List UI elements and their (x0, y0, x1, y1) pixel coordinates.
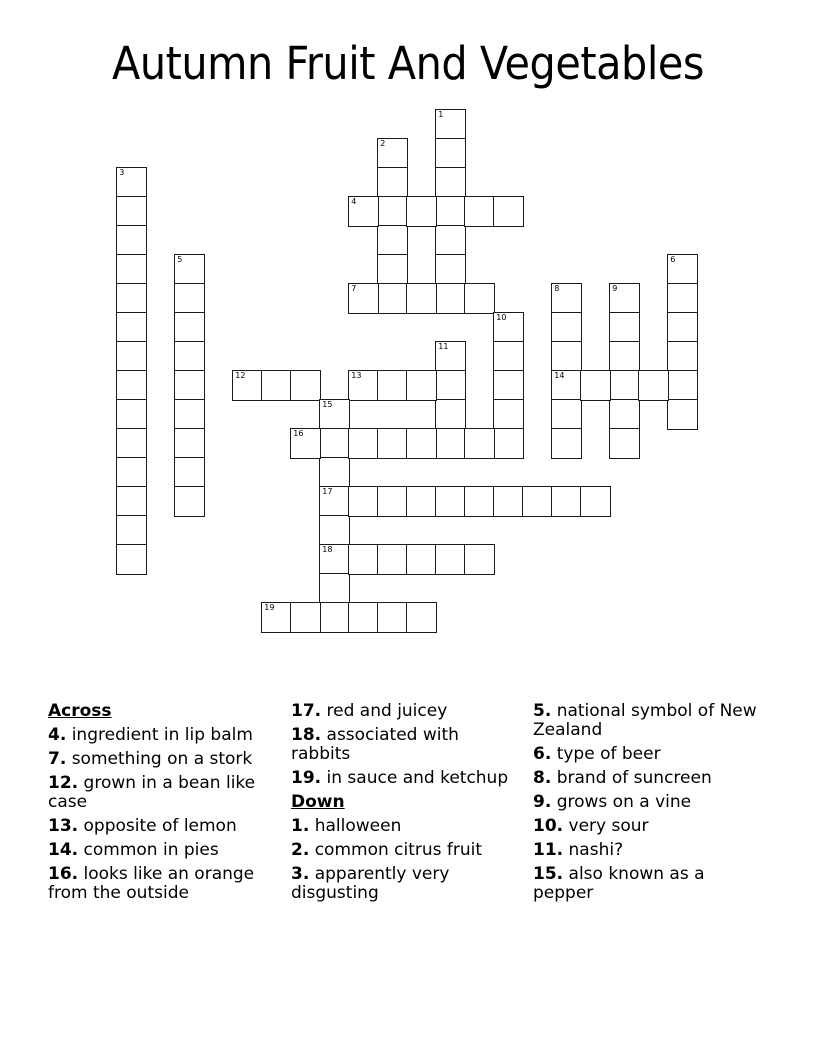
grid-cell[interactable] (493, 196, 524, 227)
clue-across-12 (48, 774, 280, 812)
grid-cell[interactable] (551, 428, 582, 459)
cell-number: 19 (264, 603, 275, 613)
clue-number: 15. (533, 864, 564, 884)
clue-down-15 (533, 865, 763, 903)
clue-number: 9. (533, 792, 552, 812)
cell-number: 3 (119, 168, 125, 178)
grid-cell[interactable] (319, 515, 350, 546)
clue-number: 10. (533, 816, 564, 836)
grid-cell[interactable] (116, 486, 147, 517)
grid-cell[interactable] (377, 602, 408, 633)
grid-cell[interactable] (116, 254, 147, 285)
cell-number: 14 (554, 371, 565, 381)
clue-across-7 (48, 750, 280, 769)
grid-cell[interactable] (435, 138, 466, 169)
clue-down-10 (533, 817, 763, 836)
grid-cell[interactable] (609, 312, 640, 343)
grid-cell[interactable] (493, 486, 524, 517)
grid-cell[interactable] (464, 428, 495, 459)
cell-number: 7 (351, 284, 357, 294)
clue-number: 13. (48, 816, 79, 836)
clue-down-1 (291, 817, 523, 836)
grid-cell[interactable] (116, 312, 147, 343)
grid-cell[interactable] (377, 486, 408, 517)
cell-number: 13 (351, 371, 362, 381)
clue-text: something on a stork (71, 749, 253, 769)
grid-cell[interactable] (377, 544, 408, 575)
grid-cell[interactable] (464, 196, 495, 227)
clue-number: 11. (533, 840, 564, 860)
grid-cell[interactable] (348, 602, 379, 633)
clue-text: nashi? (568, 840, 624, 860)
grid-cell[interactable] (174, 428, 205, 459)
grid-cell[interactable] (377, 428, 408, 459)
grid-cell[interactable] (667, 399, 698, 430)
grid-cell[interactable] (319, 573, 350, 604)
grid-cell[interactable] (667, 254, 698, 285)
grid-cell[interactable] (174, 370, 205, 401)
grid-cell[interactable] (435, 341, 466, 372)
clue-number: 7. (48, 749, 67, 769)
clue-number: 6. (533, 744, 552, 764)
clue-across-14 (48, 841, 280, 860)
clues-column-3 (533, 702, 763, 908)
cell-number: 5 (177, 255, 183, 265)
clue-down-2 (291, 841, 523, 860)
grid-cell[interactable] (435, 225, 466, 256)
cell-number: 16 (293, 429, 304, 439)
grid-cell[interactable] (406, 544, 437, 575)
page-title: Autumn Fruit And Vegetables (111, 37, 705, 90)
grid-cell[interactable] (116, 167, 147, 198)
grid-cell[interactable] (290, 428, 321, 459)
clue-across-17 (291, 702, 523, 721)
clue-down-3 (291, 865, 523, 903)
grid-cell[interactable] (116, 196, 147, 227)
grid-cell[interactable] (435, 544, 466, 575)
grid-cell[interactable] (348, 196, 379, 227)
grid-cell[interactable] (609, 428, 640, 459)
cell-number: 10 (496, 313, 507, 323)
grid-cell[interactable] (406, 283, 437, 314)
clue-number: 18. (291, 725, 322, 745)
clue-text: common citrus fruit (314, 840, 483, 860)
crossword-grid (117, 110, 698, 633)
grid-cell[interactable] (493, 312, 524, 343)
grid-cell[interactable] (464, 486, 495, 517)
cell-number: 8 (554, 284, 560, 294)
grid-cell[interactable] (580, 370, 611, 401)
cell-number: 4 (351, 197, 357, 207)
down-heading: Down (291, 792, 345, 812)
clue-number: 4. (48, 725, 67, 745)
clue-text: national symbol of New Zealand (533, 701, 757, 740)
grid-cell[interactable] (609, 283, 640, 314)
clue-number: 14. (48, 840, 79, 860)
grid-cell[interactable] (580, 486, 611, 517)
grid-cell[interactable] (551, 486, 582, 517)
grid-cell[interactable] (493, 428, 524, 459)
grid-cell[interactable] (638, 370, 669, 401)
clue-text: grown in a bean like case (48, 773, 256, 812)
clue-number: 3. (291, 864, 310, 884)
grid-cell[interactable] (232, 370, 263, 401)
cell-number: 1 (438, 110, 444, 120)
grid-cell[interactable] (406, 486, 437, 517)
clue-down-6 (533, 745, 763, 764)
grid-cell[interactable] (406, 370, 437, 401)
grid-cell[interactable] (116, 225, 147, 256)
grid-cell[interactable] (551, 283, 582, 314)
grid-cell[interactable] (435, 196, 466, 227)
grid-cell[interactable] (435, 486, 466, 517)
grid-cell[interactable] (667, 312, 698, 343)
grid-cell[interactable] (116, 428, 147, 459)
grid-cell[interactable] (319, 457, 350, 488)
clue-text: halloween (314, 816, 402, 836)
grid-cell[interactable] (406, 602, 437, 633)
grid-cell[interactable] (319, 602, 350, 633)
grid-cell[interactable] (116, 370, 147, 401)
cell-number: 18 (322, 545, 333, 555)
clue-number: 16. (48, 864, 79, 884)
clue-down-9 (533, 793, 763, 812)
grid-cell[interactable] (551, 341, 582, 372)
grid-cell[interactable] (174, 254, 205, 285)
grid-cell[interactable] (435, 283, 466, 314)
clue-across-16 (48, 865, 280, 903)
grid-cell[interactable] (261, 370, 292, 401)
clue-text: red and juicey (326, 701, 448, 721)
cell-number: 17 (322, 487, 333, 497)
cell-number: 12 (235, 371, 246, 381)
grid-cell[interactable] (435, 428, 466, 459)
grid-cell[interactable] (493, 370, 524, 401)
grid-cell[interactable] (551, 312, 582, 343)
grid-cell[interactable] (377, 370, 408, 401)
grid-cell[interactable] (377, 167, 408, 198)
grid-cell[interactable] (290, 370, 321, 401)
clue-number: 1. (291, 816, 310, 836)
clue-across-18 (291, 726, 523, 764)
grid-cell[interactable] (609, 341, 640, 372)
grid-cell[interactable] (435, 399, 466, 430)
grid-cell[interactable] (377, 196, 408, 227)
grid-cell[interactable] (174, 457, 205, 488)
clues-column-1 (48, 702, 280, 908)
grid-cell[interactable] (377, 283, 408, 314)
grid-cell[interactable] (551, 399, 582, 430)
clue-across-19 (291, 769, 523, 788)
cell-number: 11 (438, 342, 449, 352)
grid-cell[interactable] (377, 225, 408, 256)
grid-cell[interactable] (551, 370, 582, 401)
grid-cell[interactable] (319, 428, 350, 459)
grid-cell[interactable] (667, 283, 698, 314)
grid-cell[interactable] (174, 283, 205, 314)
clue-number: 2. (291, 840, 310, 860)
grid-cell[interactable] (116, 457, 147, 488)
grid-cell[interactable] (174, 312, 205, 343)
clue-across-4 (48, 726, 280, 745)
grid-cell[interactable] (464, 544, 495, 575)
clue-text: ingredient in lip balm (71, 725, 253, 745)
grid-cell[interactable] (174, 399, 205, 430)
grid-cell[interactable] (116, 341, 147, 372)
clue-text: grows on a vine (556, 792, 692, 812)
clue-number: 19. (291, 768, 322, 788)
cell-number: 15 (322, 400, 333, 410)
grid-cell[interactable] (493, 341, 524, 372)
clue-number: 17. (291, 701, 322, 721)
cell-number: 2 (380, 139, 386, 149)
grid-cell[interactable] (667, 370, 698, 401)
clue-text: type of beer (556, 744, 661, 764)
clue-down-11 (533, 841, 763, 860)
clue-text: brand of suncreen (556, 768, 712, 788)
grid-cell[interactable] (261, 602, 292, 633)
clue-down-8 (533, 769, 763, 788)
grid-cell[interactable] (348, 370, 379, 401)
clue-number: 8. (533, 768, 552, 788)
grid-cell[interactable] (116, 515, 147, 546)
grid-cell[interactable] (377, 138, 408, 169)
clue-down-5 (533, 702, 763, 740)
grid-cell[interactable] (406, 428, 437, 459)
grid-cell[interactable] (406, 196, 437, 227)
grid-cell[interactable] (174, 486, 205, 517)
clue-text: in sauce and ketchup (326, 768, 509, 788)
grid-cell[interactable] (435, 167, 466, 198)
grid-cell[interactable] (377, 254, 408, 285)
grid-cell[interactable] (522, 486, 553, 517)
clues-column-2 (291, 702, 523, 908)
grid-cell[interactable] (116, 399, 147, 430)
clue-text: very sour (568, 816, 649, 836)
clue-text: common in pies (83, 840, 219, 860)
across-heading: Across (48, 701, 112, 721)
grid-cell[interactable] (667, 341, 698, 372)
grid-cell[interactable] (348, 283, 379, 314)
grid-cell[interactable] (464, 283, 495, 314)
grid-cell[interactable] (435, 254, 466, 285)
clue-across-13 (48, 817, 280, 836)
clue-number: 12. (48, 773, 79, 793)
clue-text: apparently very disgusting (291, 864, 450, 903)
grid-cell[interactable] (609, 399, 640, 430)
grid-cell[interactable] (435, 109, 466, 140)
clue-text: associated with rabbits (291, 725, 459, 764)
clue-text: also known as a pepper (533, 864, 705, 903)
grid-cell[interactable] (609, 370, 640, 401)
grid-cell[interactable] (348, 544, 379, 575)
grid-cell[interactable] (174, 341, 205, 372)
grid-cell[interactable] (435, 370, 466, 401)
grid-cell[interactable] (319, 399, 350, 430)
grid-cell[interactable] (319, 544, 350, 575)
grid-cell[interactable] (348, 428, 379, 459)
clue-text: looks like an orange from the outside (48, 864, 255, 903)
clue-number: 5. (533, 701, 552, 721)
grid-cell[interactable] (116, 283, 147, 314)
grid-cell[interactable] (116, 544, 147, 575)
grid-cell[interactable] (319, 486, 350, 517)
cell-number: 6 (670, 255, 676, 265)
grid-cell[interactable] (493, 399, 524, 430)
grid-cell[interactable] (348, 486, 379, 517)
clue-text: opposite of lemon (83, 816, 237, 836)
cell-number: 9 (612, 284, 618, 294)
grid-cell[interactable] (290, 602, 321, 633)
